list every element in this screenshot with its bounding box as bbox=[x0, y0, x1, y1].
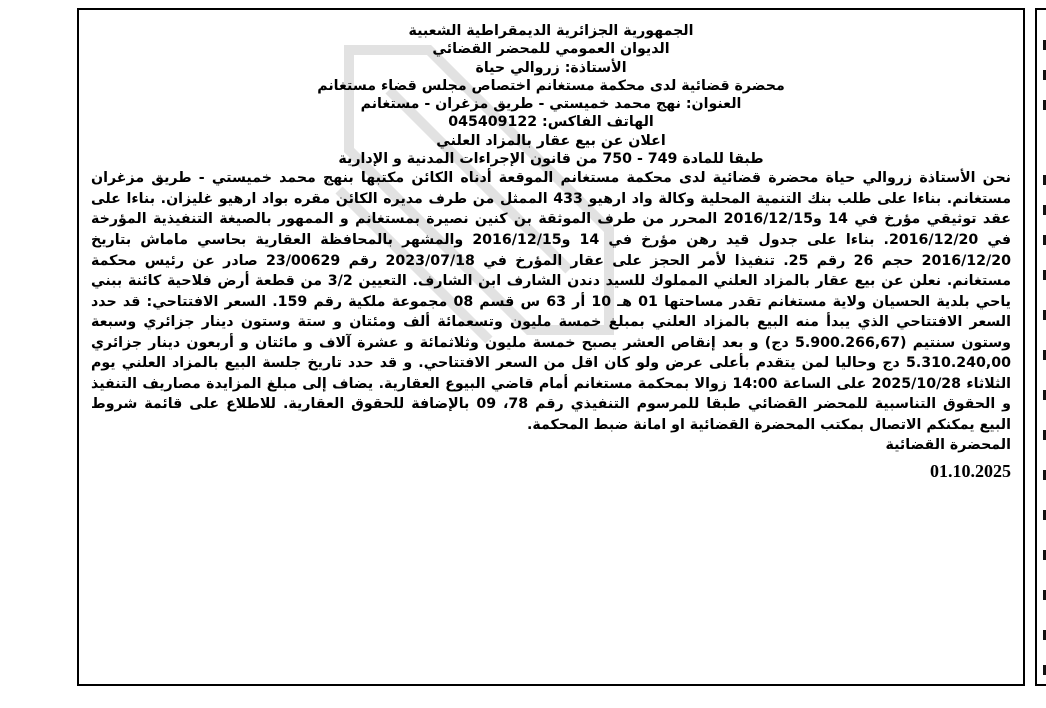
announcement-title: اعلان عن بيع عقار بالمزاد العلني bbox=[436, 132, 666, 149]
announcement-content bbox=[91, 22, 1011, 678]
office-title: الديوان العمومي للمحضر القضائي bbox=[432, 41, 670, 58]
republic-title: الجمهورية الجزائرية الديمقراطية الشعبية bbox=[408, 23, 694, 39]
office-address: العنوان: نهج محمد خميستي - طريق مزغران - مستغانم bbox=[360, 96, 742, 113]
announcement-date: 01.10.2025 bbox=[930, 461, 1011, 482]
signature-label: المحضرة القضائية bbox=[885, 437, 1011, 454]
announcement-box bbox=[77, 8, 1025, 686]
legal-reference: طبقا للمادة 749 - 750 من قانون الإجراءات المدنية و الإدارية bbox=[338, 151, 764, 168]
office-phone: الهاتف الفاكس: 045409122 bbox=[448, 114, 654, 131]
bailiff-jurisdiction: محضرة قضائية لدى محكمة مستغانم اختصاص مجلس قضاء مستغانم bbox=[317, 77, 785, 94]
announcement-body: نحن الأستاذة زروالي حياة محضرة قضائية لدى محكمة مستغانم الموقعة أدناه الكائن مكتبها بنهج محمد خميستي - طريق مزغران مستغانم. بناءا على طلب بنك التنمية المحلية وكالة واد ارهيو 433 الممثل من طرف مديره الكائن مقره بواد ارهيو غليزان. بناءا على عقد توثيقي مؤرخ في 14 و2016/12/15 المحرر من طرف الموثقة بن كنين نصيرة بمستغانم و الممهور بالصيغة التنفيذية المؤرخة في 2016/12/20. بناءا على جدول قيد رهن مؤرخ في 14 و2016/12/15 والمشهر بالمحافظة العقارية بحاسي ماماش بتاريخ 2016/12/20 حجم 26 رقم 25. تنفيذا لأمر الحجز على عقار المؤرخ في 2023/07/18 رقم 23/00629 صادر عن رئيس محكمة مستغانم. نعلن عن بيع عقار بالمزاد العلني المملوك للسيد دندن الشارف ابن الشارف. التعيين 3/2 من قطعة أرض فلاحية كائنة ببني ياحي بلدية الحسيان ولاية مستغانم تقدر مساحتها 01 هـ 10 أر 63 س قسم 08 مجموعة ملكية رقم 159. السعر الافتتاحي: قد حدد السعر الافتتاحي الذي يبدأ منه البيع بالمزاد العلني بمبلغ خمسة مليون وتسعمائة ألف ومئتان و ستة وستون دينار جزائري وسبعة وستون سنتيم (5.900.266,67 دج) و بعد إنقاص العشر يصبح خمسة مليون وثلاثمائة و عشرة آلاف و مائتان و أربعون دينار جزائري 5.310.240,00 دج وحاليا لمن يتقدم بأعلى عرض ولو كان اقل من السعر الافتتاحي. و قد حدد تاريخ جلسة البيع بالمزاد العلني يوم الثلاثاء 2025/10/28 على الساعة 14:00 زوالا بمحكمة مستغانم أمام قاضي البيوع العقارية. يضاف إلى مبلغ المزايدة مصاريف التنفيذ و الحقوق التناسبية للمحضر القضائي طبقا للمرسوم التنفيذي رقم 78، 09 بالإضافة للحقوق العقارية. للاطلاع على قائمة شروط البيع يمكنكم الاتصال بمكتب المحضرة القضائية او امانة ضبط المحكمة. bbox=[91, 170, 1012, 433]
bailiff-name: الأستاذة: زروالي حياة bbox=[475, 59, 627, 76]
adjacent-column-edge bbox=[1035, 8, 1046, 686]
announcement-header bbox=[91, 22, 1011, 168]
